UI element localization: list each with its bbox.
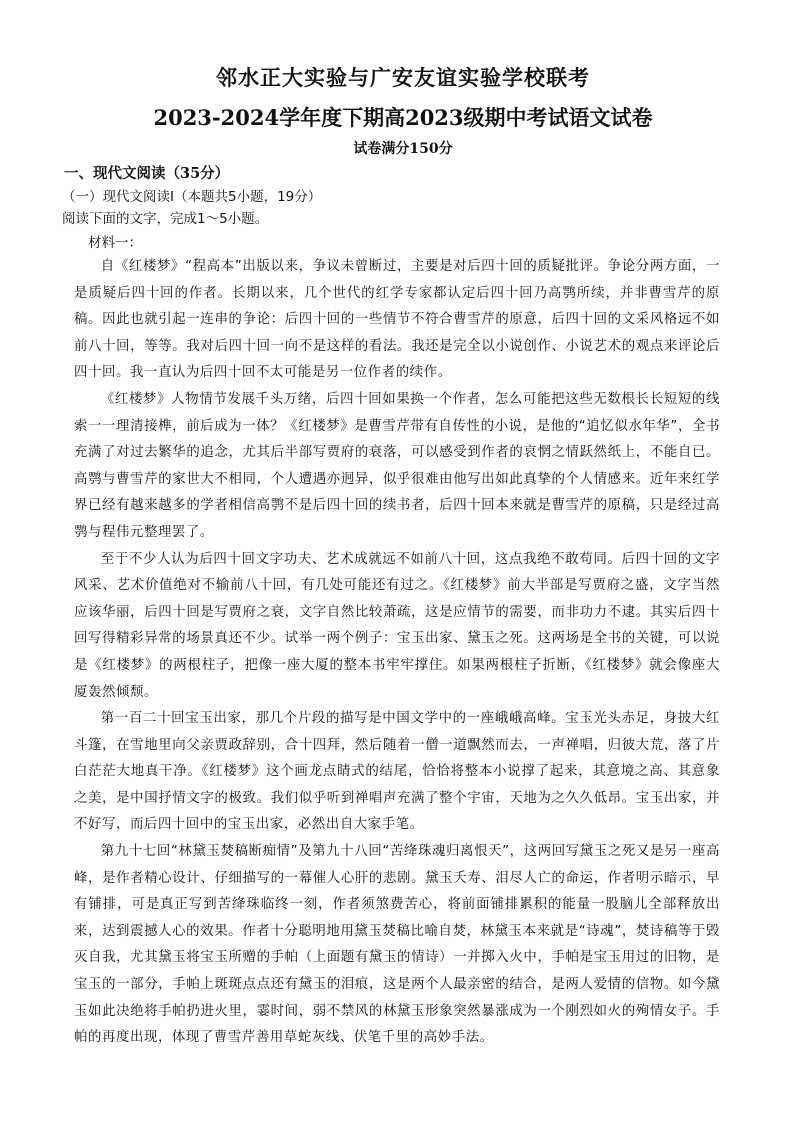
paragraph: 第九十七回“林黛玉焚稿断痴情”及第九十八回“苦绛珠魂归离恨天”，这两回写黛玉之死又是另一座高峰，是作者精心设计、仔细描写的一幕催人心肝的悲剧。黛玉夭寿、泪尽人亡的命运，作者明示暗示，早有铺排，可是真正写到苦绛珠临终一刻，作者须煞费苦心，将前面铺排累积的能量一股脑儿全部释放出来，达到震撼人心的效果。作者十分聪明地用黛玉焚稿比喻自焚，林黛玉本来就是“诗魂”，焚诗稿等于毁灭自我，尤其黛玉将宝玉所赠的手帕（上面题有黛玉的情诗）一并掷入火中，手帕是宝玉用过的旧物，是宝玉的一部分，手帕上斑斑点点还有黛玉的泪痕，这是两个人最亲密的结合，是两人爱情的信物。如今黛玉如此决绝将手帕扔进火里，霎时间，弱不禁风的林黛玉形象突然暴涨成为一个刚烈如火的殉情女子。手帕的再度出现，体现了曹雪芹善用草蛇灰线、伏笔千里的高妙手法。 xyxy=(74,844,720,1046)
full-score-note: 试卷满分150分 xyxy=(353,141,453,157)
exam-title-schools: 邻水正大实验与广安友谊实验学校联考 xyxy=(216,65,590,90)
material-label: 材料一： xyxy=(88,235,142,251)
paragraph: 至于不少人认为后四十回文字功夫、艺术成就远不如前八十回，这点我绝不敢苟同。后四十回的文字风采、艺术价值绝对不输前八十回，有几处可能还有过之。《红楼梦》前大半部是写贾府之盛，文字当然应该华丽，后四十回是写贾府之衰，文字自然比较萧疏，这是应情节的需要，而非功力不逮。其实后四十回写得精彩异常的场景真还不少。试举一两个例子：宝玉出家、黛玉之死。这两场是全书的关键，可以说是《红楼梦》的两根柱子，把像一座大厦的整本书牢牢撑住。如果两根柱子折断，《红楼梦》就会像座大厦轰然倾颓。 xyxy=(74,551,720,700)
reading-instruction: 阅读下面的文字，完成1～5小题。 xyxy=(62,211,269,227)
paragraph: 自《红楼梦》“程高本”出版以来，争议未曾断过，主要是对后四十回的质疑批评。争论分两方面，一是质疑后四十回的作者。长期以来，几个世代的红学专家都认定后四十回乃高鹗所续，并非曹雪芹的原稿。因此也就引起一连串的争论：后四十回的一些情节不符合曹雪芹的原意，后四十回的文采风格远不如前八十回，等等。我对后四十回一向不是这样的看法。我还是完全以小说创作、小说艺术的观点来评论后四十回。我一直认为后四十回不太可能是另一位作者的续作。 xyxy=(74,259,720,381)
paragraph: 《红楼梦》人物情节发展千头万绪，后四十回如果换一个作者，怎么可能把这些无数根长长短短的线索一一理清接榫，前后成为一体？《红楼梦》是曹雪芹带有自传性的小说，是他的“追忆似水年华”，全书充满了对过去繁华的追念，尤其后半部写贾府的衰落，可以感受到作者的哀惘之情跃然纸上，不能自已。高鹗与曹雪芹的家世大不相同，个人遭遇亦迥异，似乎很难由他写出如此真挚的个人情感来。近年来红学界已经有越来越多的学者相信高鹗不是后四十回的续书者，后四十回本来就是曹雪芹的原稿，只是经过高鹗与程伟元整理罢了。 xyxy=(74,391,720,540)
paragraph: 第一百二十回宝玉出家，那几个片段的描写是中国文学中的一座峨峨高峰。宝玉光头赤足，身披大红斗篷，在雪地里向父亲贾政辞别，合十四拜，然后随着一僧一道飘然而去，一声禅唱，归彼大荒，落了片白茫茫大地真干净。《红楼梦》这个画龙点睛式的结尾，恰恰将整本小说撑了起来，其意境之高、其意象之美，是中国抒情文字的极致。我们似乎听到禅唱声充满了整个宇宙，天地为之久久低昂。宝玉出家，并不好写，而后四十回中的宝玉出家，必然出自大家手笔。 xyxy=(74,711,720,833)
exam-title-term: 2023-2024学年度下期高2023级期中考试语文试卷 xyxy=(153,105,653,130)
section-heading: 一、现代文阅读（35分） xyxy=(64,165,230,182)
subsection-heading: （一）现代文阅读Ⅰ（本题共5小题，19分） xyxy=(62,189,322,205)
